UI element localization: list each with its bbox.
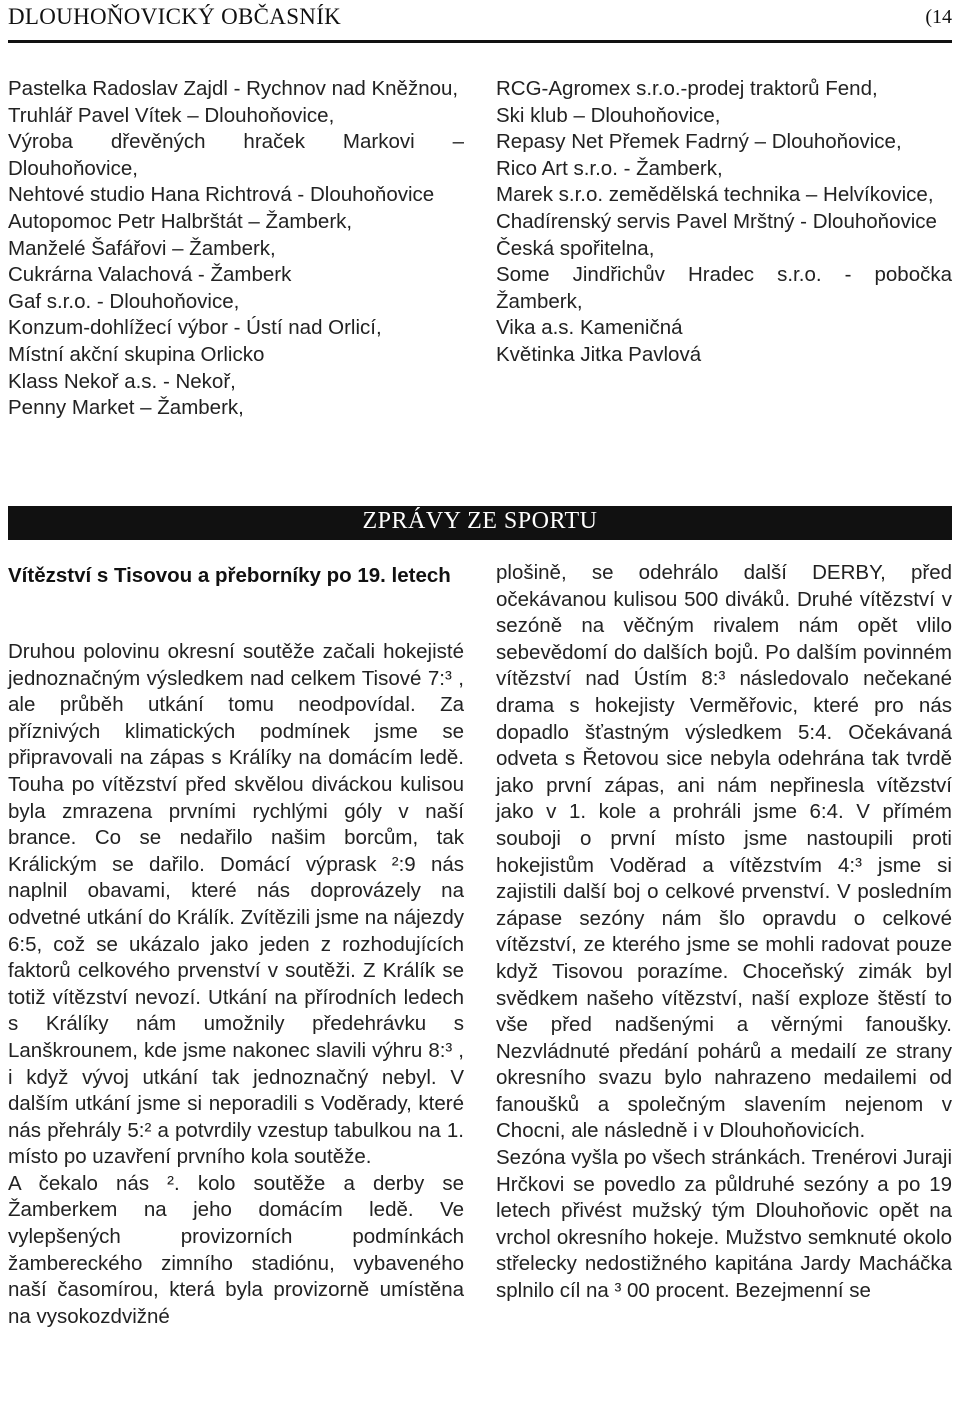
sponsor-item: Some Jindřichův Hradec s.r.o. - pobočka Žamberk, — [496, 263, 952, 313]
sponsor-item: Autopomoc Petr Halbrštát – Žamberk, — [8, 209, 353, 233]
article-paragraph: plošině, se odehrálo další DERBY, před očekávanou kulisou 500 diváků. Druhé vítězství v sezóně na věčným rivalem nám opět vlilo sebevědomí do dalších bojů. Po dalším povinném vítězství nad Ústím 8:³ následovalo nečekané drama s hokejisty Verměřovic, které pro nás dopadlo šťastným výsledkem 5:4. Očekávaná odveta s Řetovou sice nebyla odehrána tak tvrdě jako první zápas, ani nám nepřinesla vítězství jako v 1. kole a prohráli jsme 6:4. V přímém souboji o první místo jsme nastoupili proti hokejistům Voděrad a vítězstvím 4:³ jsme si zajistili další boj o celkové prvenství. V posledním zápase sezóny nám šlo opravdu o celkové vítězství, ze kterého jsme se mohli radovat pouze když Tisovou porazíme. Choceňský zimák byl svědkem našeho vítězství, naší exploze štěstí to vše před nadšenými a věrnými fanoušky. Nezvládnuté předání pohárů a medailí ze strany okresního svazu bylo nahrazeno medailemi od fanoušků a společným slavením nejenom v Chocni, ale následně i v Dlouhoňovicích. — [496, 561, 952, 1143]
sponsor-list-left — [8, 76, 464, 422]
sponsor-item: Ski klub – Dlouhoňovice, — [496, 103, 721, 127]
sponsor-item: RCG-Agromex s.r.o.-prodej traktorů Fend, — [496, 77, 878, 100]
sponsor-item: Klass Nekoř a.s. - Nekoř, — [8, 369, 236, 393]
article-headline: Vítězství s Tisovou a přeborníky po 19. letech — [8, 564, 451, 587]
sponsor-item: Repasy Net Přemek Fadrný – Dlouhoňovice, — [496, 130, 902, 154]
sponsor-item: Konzum-dohlížecí výbor - Ústí nad Orlicí, — [8, 316, 382, 340]
sponsor-item: Místní akční skupina Orlicko — [8, 342, 265, 366]
masthead — [8, 0, 952, 40]
section-title: ZPRÁVY ZE SPORTU — [362, 508, 598, 534]
sponsor-item: Pastelka Radoslav Zajdl - Rychnov nad Kněžnou, — [8, 77, 459, 100]
newsletter-title: DLOUHOŇOVICKÝ OBČASNÍK — [8, 4, 342, 29]
page-number: (14 — [925, 6, 952, 28]
sponsor-list-right — [496, 76, 952, 369]
sponsor-item: Marek s.r.o. zemědělská technika – Helvíkovice, — [496, 183, 934, 207]
sponsor-item: Nehtové studio Hana Richtrová - Dlouhoňovice — [8, 183, 435, 207]
article-paragraph: Druhou polovinu okresní soutěže začali hokejisté jednoznačným výsledkem nad celkem Tisové 7:³ , ale průběh utkání tomu neodpovídal. Za příznivých klimatických podmínek jsme se připravovali na zápas s Králíky na domácím ledě. Touha po vítězství před skvělou diváckou kulisou byla zmrazena prvními rychlými góly v naší brance. Co se nedařilo našim borcům, tak Králickým se dařilo. Domácí výprask ²:9 nás naplnil obavami, které nás doprovázely na odvetné utkání do Králík. Zvítězili jsme na nájezdy 6:5, což se ukázalo jako jeden z rozhodujících faktorů celkového prvenství v soutěži. Z Králík se totiž vítězství nevozí. Utkání na přírodních ledech s Králíky nám umožnily předehrávku s Lanškrounem, kde jsme nakonec slavili výhru 8:³ , i když vývoj utkání tak jednoznačný nebyl. V dalším utkání jsme si neporadili s Voděrady, které nás přehrály 5:² a potvrdily vzestup tabulkou na 1. místo po uzavření prvního kola soutěže. — [8, 640, 464, 1169]
sponsor-item: Cukrárna Valachová - Žamberk — [8, 263, 292, 287]
sponsor-item: Truhlář Pavel Vítek – Dlouhoňovice, — [8, 103, 335, 127]
section-banner — [8, 506, 952, 540]
article-column-left — [8, 639, 464, 1330]
sponsor-item: Gaf s.r.o. - Dlouhoňovice, — [8, 289, 240, 313]
sponsor-item: Česká spořitelna, — [496, 236, 655, 260]
article-paragraph: A čekalo nás ². kolo soutěže a derby se Žamberkem na jeho domácím ledě. Ve vylepšených provizorních podmínkách žambereckého zimního stadiónu, vybaveného naší časomírou, která byla provizorně umístěna na vysokozdvižné — [8, 1171, 464, 1328]
sponsor-item: Vika a.s. Kameničná — [496, 316, 683, 340]
sponsor-item: Manželé Šafářovi – Žamberk, — [8, 236, 276, 260]
sponsor-item: Výroba dřevěných hraček Markovi – Dlouhoňovice, — [8, 130, 464, 180]
article-column-right — [496, 560, 952, 1305]
article-paragraph: Sezóna vyšla po všech stránkách. Trenérovi Juraji Hrčkovi se povedlo za půldruhé sezóny a po 19 letech přivést mužský tým Dlouhoňovic opět na vrchol okresního hokeje. Mužstvo semknuté okolo střelecky nedostižného kapitána Jardy Macháčka splnilo cíl na ³ 00 procent. Bezejmenní se — [496, 1146, 952, 1303]
sponsor-item: Penny Market – Žamberk, — [8, 396, 244, 420]
sponsor-item: Květinka Jitka Pavlová — [496, 342, 702, 366]
header-rule — [8, 40, 952, 43]
sponsor-item: Chadírenský servis Pavel Mrštný - Dlouhoňovice — [496, 209, 937, 233]
sponsor-item: Rico Art s.r.o. - Žamberk, — [496, 156, 723, 180]
